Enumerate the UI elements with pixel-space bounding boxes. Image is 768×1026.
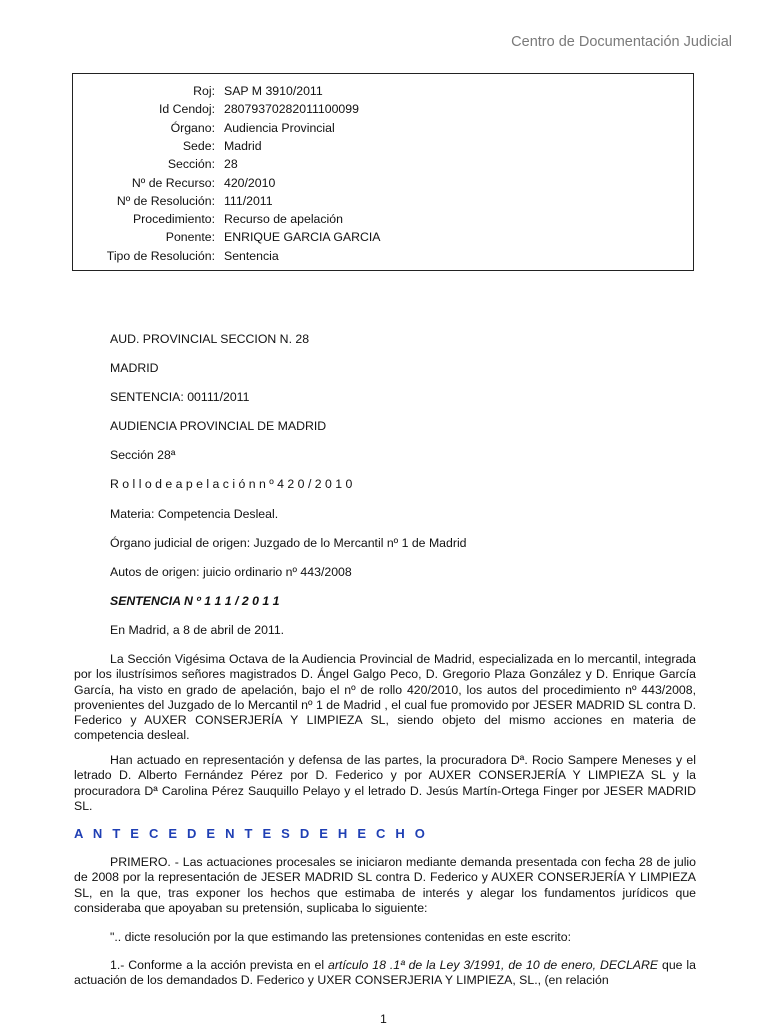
metadata-value: ENRIQUE GARCIA GARCIA — [224, 230, 381, 245]
autos-origen-line: Autos de origen: juicio ordinario nº 443/2008 — [110, 565, 352, 579]
metadata-label: Órgano: — [170, 120, 215, 135]
metadata-row — [73, 174, 693, 192]
metadata-row — [73, 247, 693, 265]
paragraph-1: La Sección Vigésima Octava de la Audiencia Provincial de Madrid, especializada en lo mercantil, integrada por los ilustrísimos señores magistrados D. Ángel Galgo Peco, D. Gregorio Plaza González y D. Enrique García García, ha visto en grado de apelación, bajo el nº de rollo 420/2010, los autos del procedimiento nº 443/2008, provenientes del Juzgado de lo Mercantil nº 1 de Madrid , el cual fue promovido por JESER MADRID SL contra D. Federico y AUXER CONSERJERÍA Y LIMPIEZA SL, siendo objeto del mismo acciones en materia de competencia desleal. — [74, 652, 696, 743]
metadata-label: Nº de Recurso: — [131, 175, 215, 190]
metadata-value: Audiencia Provincial — [224, 120, 335, 135]
metadata-row — [73, 210, 693, 228]
metadata-row — [73, 100, 693, 118]
seccion-line: Sección 28ª — [110, 448, 176, 462]
paragraph-2: Han actuado en representación y defensa de las partes, la procuradora Dª. Rocio Sampere Meneses y el letrado D. Alberto Fernández Pérez por D. Federico y por AUXER CONSERJERÍA Y LIMPIEZA SL y la procuradora Dª Carolina Pérez Sauquillo Pelayo y el letrado D. Jesús Martín-Ortega Finger por JESER MADRID SL. — [74, 753, 696, 813]
materia-line: Materia: Competencia Desleal. — [110, 507, 279, 521]
antecedentes-heading: A N T E C E D E N T E S D E H E C H O — [74, 826, 429, 841]
date-line: En Madrid, a 8 de abril de 2011. — [110, 623, 285, 637]
paragraph-5: 1.- Conforme a la acción prevista en el artículo 18 .1ª de la Ley 3/1991, de 10 de enero, DECLARE que la actuación de los demandados D. Federico y UXER CONSERJERIA Y LIMPIEZA, SL., (en relación — [74, 958, 696, 988]
metadata-label: Roj: — [193, 84, 215, 98]
metadata-label: Ponente: — [165, 230, 215, 245]
metadata-box — [72, 73, 694, 271]
metadata-label: Tipo de Resolución: — [106, 248, 215, 263]
metadata-label: Nº de Resolución: — [116, 193, 215, 208]
metadata-row — [73, 137, 693, 155]
metadata-value: 28 — [224, 157, 238, 172]
document-center-brand: Centro de Documentación Judicial — [511, 34, 732, 50]
metadata-label: Procedimiento: — [132, 212, 215, 227]
metadata-value: Sentencia — [224, 248, 279, 263]
sentencia-title: SENTENCIA N º 1 1 1 / 2 0 1 1 — [110, 594, 280, 608]
metadata-row — [73, 228, 693, 246]
metadata-row — [73, 192, 693, 210]
page-number: 1 — [380, 1012, 387, 1026]
metadata-value: 420/2010 — [224, 175, 276, 190]
metadata-label: Sección: — [167, 157, 215, 172]
court-full-line: AUDIENCIA PROVINCIAL DE MADRID — [110, 419, 327, 433]
paragraph-3: PRIMERO. - Las actuaciones procesales se iniciaron mediante demanda presentada con fecha 28 de julio de 2008 por la representación de JESER MADRID SL contra D. Federico y AUXER CONSERJERÍA Y LIMPIEZA SL, en la que, tras exponer los hechos que estimaba de interés y alegar los fundamentos jurídicos que consideraba que apoyaban su pretensión, suplicaba lo siguiente: — [74, 855, 696, 915]
metadata-value: SAP M 3910/2011 — [224, 84, 323, 98]
rollo-line: R o l l o d e a p e l a c i ó n n º 4 2 0 / 2 0 1 0 — [110, 477, 353, 491]
law-reference: artículo 18 .1ª de la Ley 3/1991, de 10 de enero, DECLARE — [328, 958, 659, 972]
metadata-label: Id Cendoj: — [158, 102, 215, 117]
metadata-value: 28079370282011100099 — [224, 102, 359, 117]
sentencia-number-line: SENTENCIA: 00111/2011 — [110, 390, 250, 404]
court-line: AUD. PROVINCIAL SECCION N. 28 — [110, 332, 310, 346]
metadata-value: Recurso de apelación — [224, 212, 343, 227]
metadata-value: Madrid — [224, 138, 262, 153]
metadata-label: Sede: — [182, 138, 215, 153]
metadata-row — [73, 119, 693, 137]
metadata-row — [73, 155, 693, 173]
metadata-value: 111/2011 — [224, 193, 273, 208]
organo-origen-line: Órgano judicial de origen: Juzgado de lo Mercantil nº 1 de Madrid — [110, 536, 467, 550]
paragraph-4: ".. dicte resolución por la que estimando las pretensiones contenidas en este escrito: — [110, 930, 571, 944]
metadata-row — [73, 82, 693, 100]
city-line: MADRID — [110, 361, 159, 375]
